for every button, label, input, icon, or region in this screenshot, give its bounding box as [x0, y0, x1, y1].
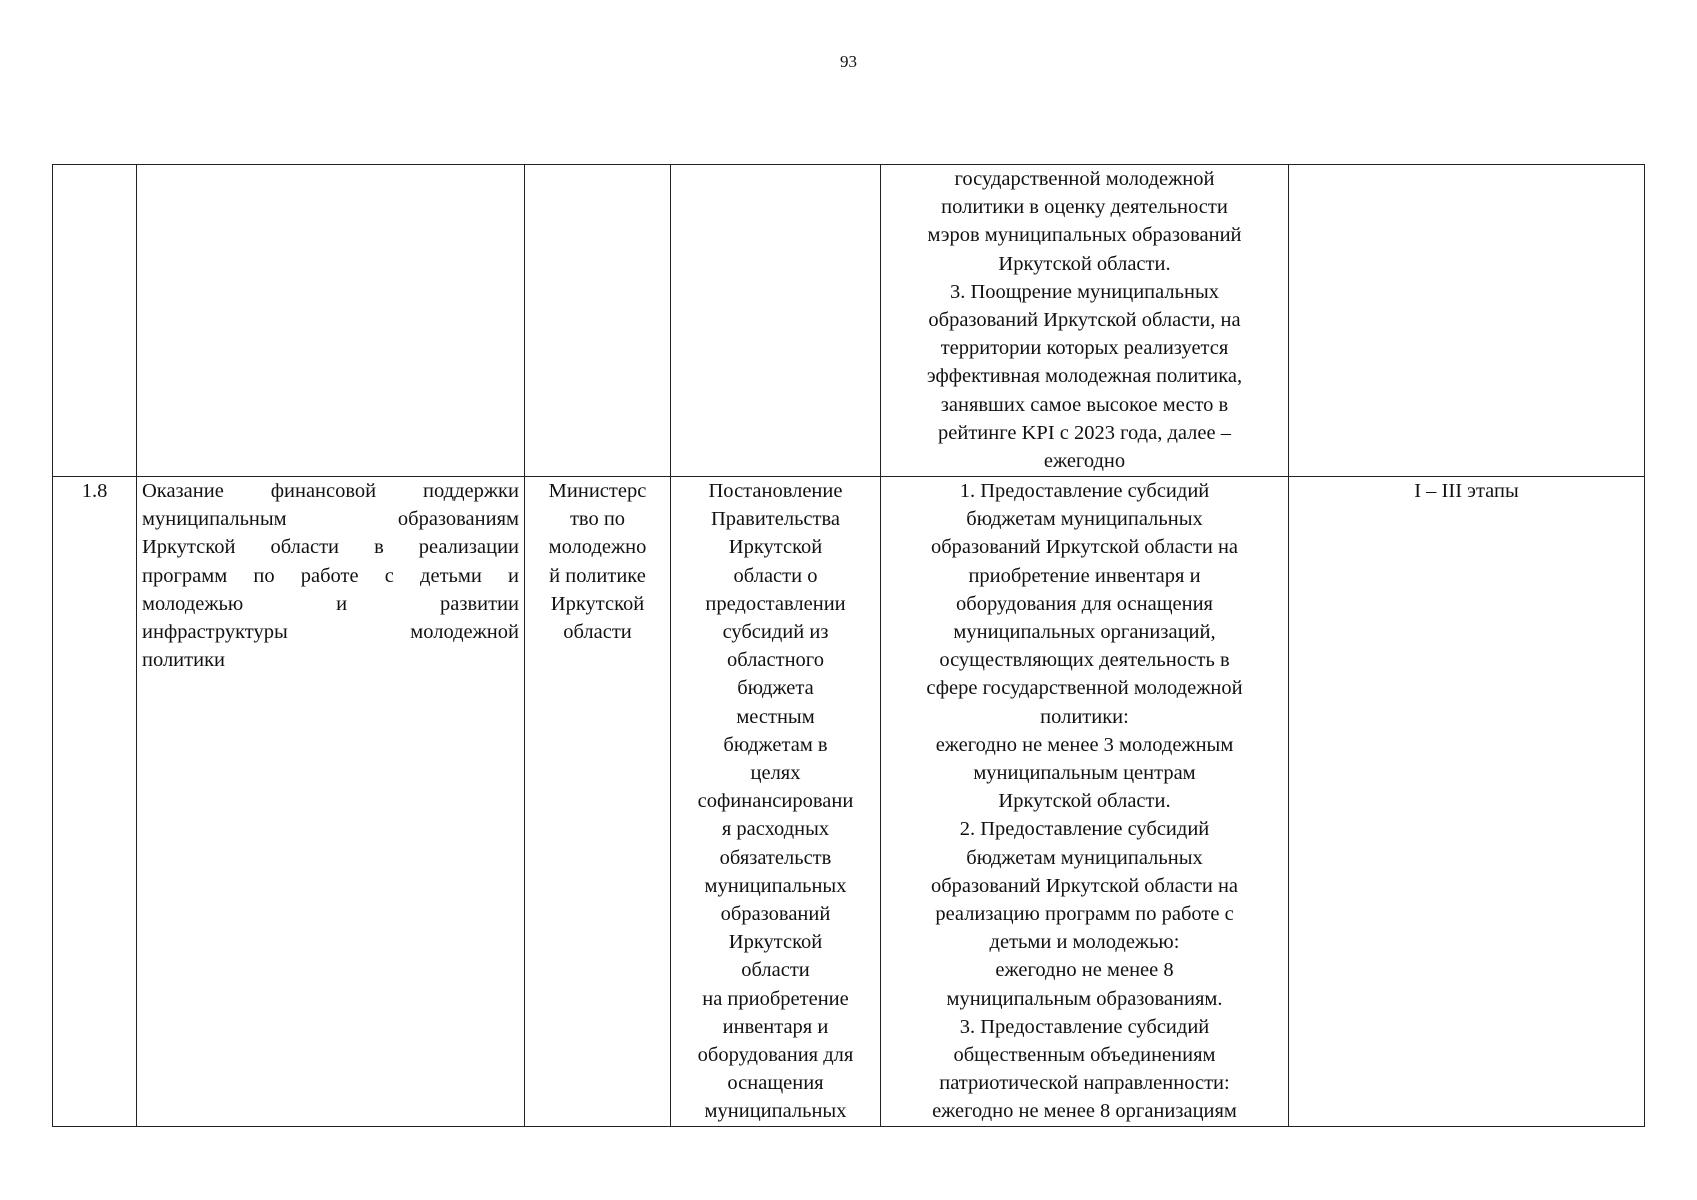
- name-line: Иркутской области в реализации: [142, 536, 519, 559]
- cell-stages: I – III этапы: [1289, 477, 1645, 1127]
- results-line: государственной молодежной: [954, 168, 1215, 190]
- name-line: муниципальным образованиям: [142, 508, 519, 531]
- results-line: Иркутской области.: [998, 252, 1171, 275]
- results-line: образований Иркутской области на: [930, 874, 1239, 897]
- results-line: Иркутской области.: [998, 790, 1171, 813]
- results-line: мэров муниципальных образований: [927, 224, 1242, 247]
- results-line: 3. Предоставление субсидий: [959, 1015, 1210, 1038]
- table-row-continued: [53, 165, 1645, 477]
- results-line: рейтинге KPI с 2023 года, далее –: [938, 421, 1231, 444]
- document-line: Иркутской: [728, 931, 823, 954]
- document-line: области: [741, 959, 810, 982]
- executor-line: Иркутской: [550, 592, 645, 615]
- table-row-1-8: [53, 477, 1645, 1127]
- cell-document: [671, 477, 881, 1127]
- results-line: оборудования для оснащения: [956, 592, 1213, 615]
- cell-executor-empty: [525, 165, 671, 477]
- document-line: областного: [727, 649, 824, 672]
- results-line: муниципальным центрам: [973, 762, 1196, 785]
- document-line: Иркутской: [728, 536, 823, 559]
- measures-table: [52, 164, 1645, 1127]
- document-line: на приобретение: [702, 987, 849, 1010]
- results-line: эффективная молодежная политика,: [926, 365, 1243, 388]
- document-line: области о: [733, 564, 818, 587]
- results-line: территории которых реализуется: [940, 337, 1229, 360]
- document-line: предоставлении: [705, 592, 846, 615]
- document-line: субсидий из: [722, 621, 829, 644]
- document-line: бюджета: [737, 677, 814, 700]
- document-line: образований: [720, 903, 831, 926]
- results-line: муниципальным образованиям.: [946, 987, 1223, 1010]
- results-line: детьми и молодежью:: [989, 931, 1180, 954]
- name-line: Оказание финансовой поддержки: [142, 480, 519, 502]
- cell-stages-empty: [1289, 165, 1645, 477]
- cell-number-empty: [53, 165, 137, 477]
- results-line: реализацию программ по работе с: [935, 903, 1234, 926]
- cell-results-continued: [881, 165, 1289, 477]
- results-line: приобретение инвентаря и: [968, 564, 1201, 587]
- cell-document-empty: [671, 165, 881, 477]
- document-line: оснащения: [727, 1072, 824, 1095]
- cell-number: 1.8: [53, 477, 137, 1127]
- results-line: политики:: [1040, 705, 1129, 728]
- results-line: 2. Предоставление субсидий: [959, 818, 1210, 841]
- executor-line: области: [563, 621, 632, 644]
- document-line: бюджетам в: [723, 733, 828, 756]
- results-line: бюджетам муниципальных: [966, 508, 1203, 531]
- executor-line: тво по: [569, 508, 626, 531]
- results-line: ежегодно не менее 3 молодежным: [935, 733, 1234, 756]
- results-line: ежегодно не менее 8 организациям: [932, 1100, 1237, 1123]
- results-line: бюджетам муниципальных: [966, 846, 1203, 869]
- cell-results: [881, 477, 1289, 1127]
- document-line: муниципальных: [704, 1100, 847, 1123]
- results-line: политики в оценку деятельности: [941, 196, 1228, 219]
- document-line: целях: [750, 762, 801, 785]
- page-number: 93: [840, 52, 857, 71]
- results-line: ежегодно не менее 8: [995, 959, 1174, 982]
- document-line: муниципальных: [704, 874, 847, 897]
- name-line: молодежью и развитии: [142, 592, 519, 615]
- document-line: Правительства: [710, 508, 840, 531]
- document-line: Постановление: [708, 480, 843, 502]
- results-line: сфере государственной молодежной: [926, 677, 1243, 700]
- document-line: инвентаря и: [722, 1015, 829, 1038]
- results-line: осуществляющих деятельность в: [939, 649, 1230, 672]
- document-line: софинансировани: [697, 790, 854, 813]
- name-line: инфраструктуры молодежной: [142, 621, 519, 644]
- results-line: образований Иркутской области на: [930, 536, 1239, 559]
- document-line: оборудования для: [697, 1044, 854, 1067]
- cell-executor: [525, 477, 671, 1127]
- name-line: политики: [142, 649, 226, 672]
- document-line: я расходных: [721, 818, 830, 841]
- results-line: 3. Поощрение муниципальных: [949, 280, 1220, 303]
- results-line: муниципальных организаций,: [953, 621, 1216, 644]
- results-line: занявших самое высокое место в: [940, 393, 1229, 416]
- executor-line: й политике: [549, 564, 646, 587]
- cell-name: [137, 477, 525, 1127]
- results-line: ежегодно: [1043, 450, 1126, 473]
- results-line: общественным объединениям: [953, 1044, 1216, 1067]
- results-line: образований Иркутской области, на: [928, 309, 1241, 332]
- executor-line: Министерс: [548, 480, 647, 502]
- name-line: программ по работе с детьми и: [142, 564, 519, 587]
- cell-name-empty: [137, 165, 525, 477]
- results-line: патриотической направленности:: [939, 1072, 1230, 1095]
- results-line: 1. Предоставление субсидий: [959, 480, 1210, 502]
- document-line: обязательств: [719, 846, 832, 869]
- document-line: местным: [736, 705, 815, 728]
- executor-line: молодежно: [548, 536, 647, 559]
